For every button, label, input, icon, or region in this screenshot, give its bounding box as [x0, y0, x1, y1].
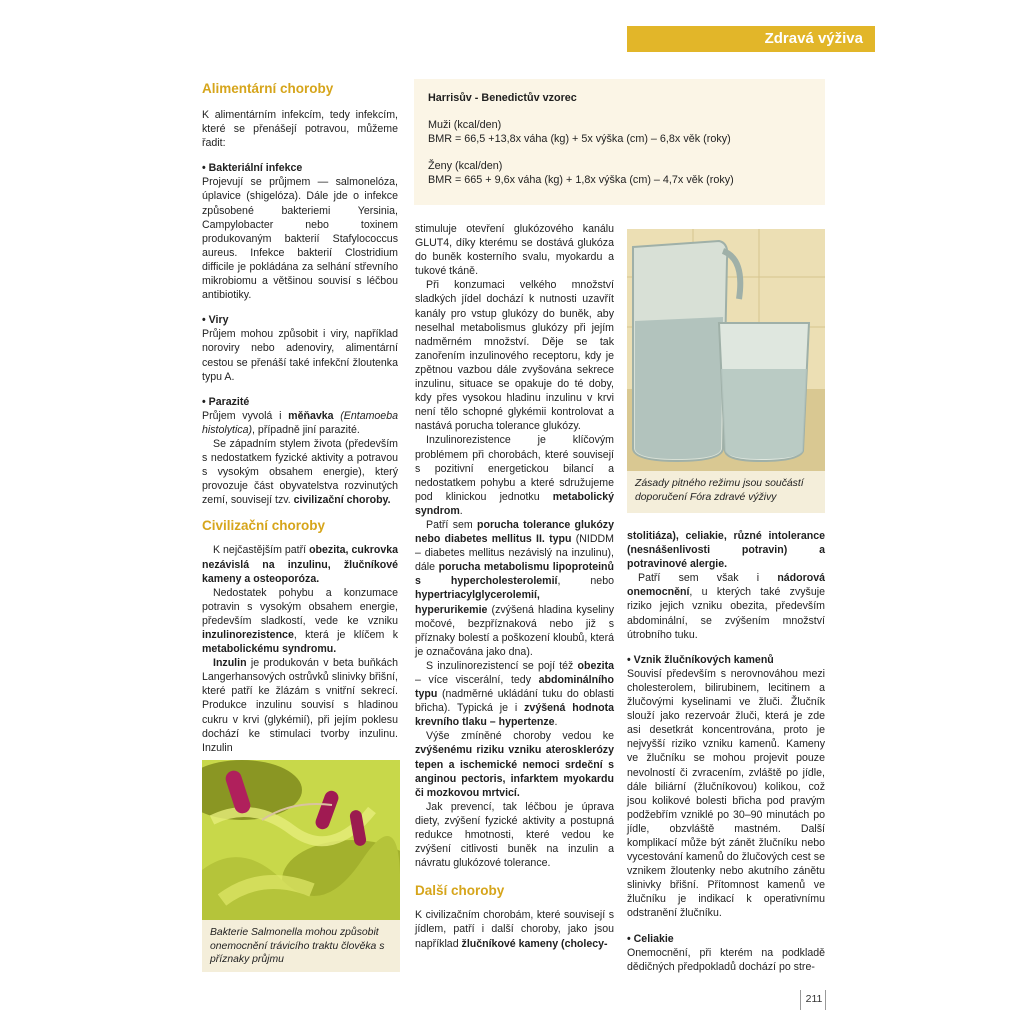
water-image	[627, 229, 825, 471]
subheading-bacteria: • Bakteriální infekce	[202, 162, 303, 175]
image-caption: Zásady pitného režimu jsou součástí doporučení Fóra zdravé výživy	[627, 471, 825, 513]
formula-women: BMR = 665 + 9,6x váha (kg) + 1,8x výška (cm) – 4,7x věk (roky)	[428, 174, 734, 186]
paragraph: Projevují se průjmem — salmonelóza, úplavice (shigelóza). Dále jde o infekce způsobené bakteriemi Yersinia, Campylobacter nebo toxinem produkovaným bakterií Stafylococcus aureus. Infekce bakterií Clostridium difficile je pokládána za selhání střevního mikrobiomu a většinou souvisí s léčbou antibiotiky.	[202, 176, 398, 302]
paragraph: Souvisí především s nerovnováhou mezi cholesterolem, bilirubinem, lecitinem a žlučovými kyselinami ve žluči. Žlučník slouží jako rezervoár žluči, která je zde asi desetkrát koncentrována, proto je nejvyšší riziko vzniku kamenů. Kameny ve žlučníku se mohou projevit pouze nevolností či zvracením, zvláště po jídle, dále biliární (žlučníkovou) kolikou, což jsou kolikové bolesti břicha pod pravým podžebřím vzniklé po 30–90 minutách po jídle, obzvláště mastném. Další komplikací může být zánět žlučníku nebo vycestování kamenů do žlučových cest se vznikem žloutenky nebo akutního zánětu slinivky břišní. Přítomnost kamenů ve žlučníku je indikací k operativnímu odstranění žlučníku.	[627, 667, 825, 920]
paragraph: Se západním stylem života (především s nedostatkem fyzické aktivity a potravou s vysokým obsahem energie), který provozuje část obyvatelstva rozvinutých zemí, souvisejí tzv. civilizační choroby.	[202, 437, 398, 507]
paragraph: K civilizačním chorobám, které souvisejí s jídlem, patří i další choroby, jako jsou například žlučníkové kameny (cholecy-	[415, 909, 614, 950]
subheading-gallstones: • Vznik žlučníkových kamenů	[627, 653, 774, 666]
paragraph: S inzulinorezistencí se pojí též obezita – více viscerální, tedy abdominálního typu (nadměrné ukládání tuku do oblasti břicha). Typická je i zvýšená hodnota krevního tlaku – hypertenze.	[415, 659, 614, 729]
paragraph: stolitiáza), celiakie, různé intolerance (nesnášenlivosti potravin) a potravinové alergie.	[627, 530, 825, 571]
column-3	[627, 529, 825, 974]
heading-alimentary: Alimentární choroby	[202, 81, 334, 96]
subheading-parasites: • Parazité	[202, 395, 250, 408]
page-number: 211	[805, 993, 823, 1005]
subheading-celiac: • Celiakie	[627, 932, 674, 945]
paragraph: Patří sem však i nádorová onemocnění, u kterých také zvyšuje riziko jejich vzniku obezita, především abdominální, se zvýšením množství útrobního tuku.	[627, 572, 825, 641]
paragraph: Při konzumaci velkého množství sladkých jídel dochází k nutnosti uzavřít kanály pro vstup glukózy do buněk, aby neselhal metabolismus glukózy při jejím nadměrném množství. Děje se tak zanořením inzulinového receptoru, kdy je zpětnou vazbou dále zvyšována sekrece inzulinu, situace se opakuje do té doby, kdy přes vysokou hladinu inzulinu v krvi není tělo schopné glykémii kontrolovat a nastává porucha tolerance glukózy.	[415, 279, 614, 433]
formula-men: BMR = 66,5 +13,8x váha (kg) + 5x výška (cm) – 6,8x věk (roky)	[428, 133, 731, 145]
column-2	[415, 222, 614, 951]
paragraph: Inzulin je produkován v beta buňkách Langerhansových ostrůvků slinivky břišní, které patří ke žlázám s vnitřní sekrecí. Produkce inzulinu souvisí s hladinou cukru v krvi (glykémií), při jejím poklesu dochází ke stimulaci tvorby inzulinu. Inzulin	[202, 657, 398, 754]
section-banner: Zdravá výživa	[627, 26, 875, 52]
column-1	[202, 80, 398, 755]
subheading-viruses: • Viry	[202, 314, 229, 327]
formula-box	[414, 79, 825, 205]
page-number-rule	[800, 990, 801, 1010]
heading-civilization: Civilizační choroby	[202, 518, 326, 534]
paragraph: Inzulinorezistence je klíčovým problémem při chorobách, které souvisejí s pozitivní energetickou bilancí a nedostatkem pohybu a které sdružujeme pod klinickou jednotku metabolický syndrom.	[415, 434, 614, 517]
heading-other-diseases: Další choroby	[415, 883, 505, 899]
formula-title: Harrisův - Benedictův vzorec	[428, 92, 577, 104]
salmonella-image	[202, 760, 400, 920]
paragraph: Výše zmíněné choroby vedou ke zvýšenému riziku vzniku aterosklerózy tepen a ischemické nemoci srdeční s anginou pectoris, infarktem myokardu či mozkovou mrtvicí.	[415, 730, 614, 799]
page-number-rule	[825, 990, 826, 1010]
formula-women-label: Ženy (kcal/den)	[428, 159, 503, 172]
paragraph: K nejčastějším patří obezita, cukrovka nezávislá na inzulinu, žlučníkové kameny a osteoporóza.	[202, 544, 398, 585]
paragraph: Patří sem porucha tolerance glukózy nebo diabetes mellitus II. typu (NIDDM – diabetes mellitus nezávislý na inzulinu), dále porucha metabolismu lipoproteinů s hypercholesterolemií, nebo hypertriacylglycerolemií, hyperurikemie (zvýšená hladina kyseliny močové, bezpříznaková nebo již s příznaky bolestí a poškození kloubů, která je označována jako dna).	[415, 518, 614, 658]
paragraph: Jak prevencí, tak léčbou je úprava diety, zvýšení fyzické aktivity a postupná redukce hmotnosti, které vedou ke zvýšení citlivosti buněk na inzulin a návratu glukózové tolerance.	[415, 800, 614, 870]
image-caption: Bakterie Salmonella mohou způsobit onemocnění trávicího traktu člověka s příznaky průjmu	[202, 920, 400, 972]
paragraph: Průjem vyvolá i měňavka (Entamoeba histolytica), případně jiní parazité.	[202, 409, 398, 436]
paragraph: K alimentárním infekcím, tedy infekcím, které se přenášejí potravou, můžeme řadit:	[202, 109, 398, 150]
paragraph: Nedostatek pohybu a konzumace potravin s vysokým obsahem energie, především sladkostí, vede ke vzniku inzulinorezistence, která je klíčem k metabolickému syndromu.	[202, 586, 398, 656]
paragraph: Průjem mohou způsobit i viry, například noroviry nebo adenoviry, alimentární cestou se přenáší také infekční žloutenka typu A.	[202, 328, 398, 383]
formula-men-label: Muži (kcal/den)	[428, 118, 502, 131]
paragraph: stimuluje otevření glukózového kanálu GLUT4, díky kterému se dostává glukóza do buněk kosterního svalu, myokardu a tukové tkáně.	[415, 223, 614, 278]
paragraph: Onemocnění, při kterém na podkladě dědičných předpokladů dochází po stre-	[627, 946, 825, 973]
